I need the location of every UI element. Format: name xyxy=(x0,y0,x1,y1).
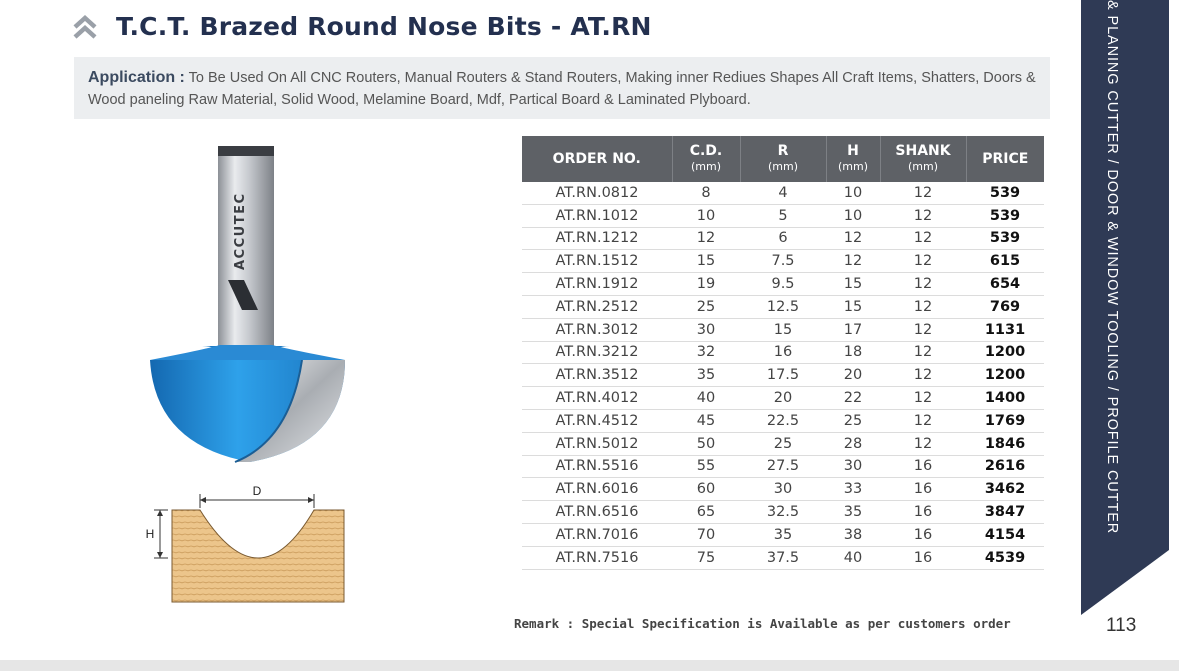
table-cell: 25 xyxy=(740,432,826,455)
table-cell: 8 xyxy=(672,182,740,204)
table-cell: 12 xyxy=(826,250,880,273)
table-row xyxy=(522,273,1044,296)
column-header-unit: (mm) xyxy=(907,160,938,173)
price-cell: 1769 xyxy=(966,409,1044,432)
price-cell: 4539 xyxy=(966,546,1044,569)
table-cell: AT.RN.3512 xyxy=(522,364,672,387)
column-header-label: ORDER NO. xyxy=(552,150,641,167)
price-cell: 4154 xyxy=(966,523,1044,546)
table-row xyxy=(522,478,1044,501)
page-number: 113 xyxy=(1106,615,1137,636)
table-header xyxy=(522,136,1044,182)
table-cell: 12 xyxy=(880,341,966,364)
column-header xyxy=(826,136,880,182)
table-cell: AT.RN.6016 xyxy=(522,478,672,501)
application-box xyxy=(74,57,1050,119)
table-cell: AT.RN.1212 xyxy=(522,227,672,250)
table-cell: 5 xyxy=(740,204,826,227)
price-cell: 1846 xyxy=(966,432,1044,455)
table-cell: AT.RN.0812 xyxy=(522,182,672,204)
column-header-label: R xyxy=(777,143,789,159)
application-label: Application : xyxy=(88,69,185,86)
table-cell: 60 xyxy=(672,478,740,501)
double-chevron-up-icon xyxy=(72,14,98,40)
table-cell: 10 xyxy=(672,204,740,227)
table-row xyxy=(522,341,1044,364)
table-row xyxy=(522,387,1044,410)
table-cell: AT.RN.6516 xyxy=(522,501,672,524)
table-cell: 12 xyxy=(880,273,966,296)
table-cell: 32 xyxy=(672,341,740,364)
table-cell: 12 xyxy=(880,409,966,432)
title-row xyxy=(72,12,652,41)
table-cell: 9.5 xyxy=(740,273,826,296)
table-row xyxy=(522,546,1044,569)
table-cell: AT.RN.1012 xyxy=(522,204,672,227)
price-cell: 615 xyxy=(966,250,1044,273)
table-cell: 25 xyxy=(672,295,740,318)
table-cell: AT.RN.4012 xyxy=(522,387,672,410)
table-cell: 15 xyxy=(740,318,826,341)
column-header xyxy=(880,136,966,182)
application-text: To Be Used On All CNC Routers, Manual Routers & Stand Routers, Making inner Rediues Shapes All Craft Items, Shatters, Doors & Wood paneling Raw Material, Solid Wood, Melamine Board, Mdf, Partical Board & Laminated Plyboard. xyxy=(88,70,1036,108)
table-cell: AT.RN.3012 xyxy=(522,318,672,341)
table-cell: 16 xyxy=(740,341,826,364)
table-cell: 27.5 xyxy=(740,455,826,478)
table-cell: 12 xyxy=(826,227,880,250)
table-cell: 45 xyxy=(672,409,740,432)
price-cell: 654 xyxy=(966,273,1044,296)
table-row xyxy=(522,250,1044,273)
table-row xyxy=(522,409,1044,432)
price-cell: 2616 xyxy=(966,455,1044,478)
column-header xyxy=(522,136,672,182)
price-cell: 539 xyxy=(966,204,1044,227)
column-header-unit: (mm) xyxy=(690,160,721,173)
column-header-label: H xyxy=(847,143,859,159)
table-cell: 35 xyxy=(672,364,740,387)
table-cell: 17.5 xyxy=(740,364,826,387)
price-cell: 1200 xyxy=(966,364,1044,387)
column-header-label: PRICE xyxy=(982,150,1029,167)
price-cell: 539 xyxy=(966,182,1044,204)
table-cell: 12 xyxy=(880,204,966,227)
table-cell: 16 xyxy=(880,501,966,524)
table-cell: 6 xyxy=(740,227,826,250)
price-cell: 1131 xyxy=(966,318,1044,341)
side-banner-text: & PLANING CUTTER / DOOR & WINDOW TOOLING / PROFILE CUTTER xyxy=(1104,0,1120,535)
table-cell: 33 xyxy=(826,478,880,501)
table-row xyxy=(522,318,1044,341)
table-cell: 65 xyxy=(672,501,740,524)
table-cell: AT.RN.1512 xyxy=(522,250,672,273)
column-header-unit: (mm) xyxy=(837,160,868,173)
table-cell: 30 xyxy=(672,318,740,341)
profile-h-label: H xyxy=(145,527,155,541)
table-cell: 16 xyxy=(880,455,966,478)
column-header xyxy=(740,136,826,182)
table-cell: AT.RN.5516 xyxy=(522,455,672,478)
table-cell: AT.RN.2512 xyxy=(522,295,672,318)
table-cell: 15 xyxy=(826,273,880,296)
table-cell: 12 xyxy=(880,318,966,341)
table-cell: 10 xyxy=(826,182,880,204)
remark-text: Remark : Special Specification is Available as per customers order xyxy=(514,616,1011,631)
price-cell: 539 xyxy=(966,227,1044,250)
table-cell: 16 xyxy=(880,478,966,501)
table-row xyxy=(522,227,1044,250)
router-bit-illustration xyxy=(140,140,360,470)
page-title: T.C.T. Brazed Round Nose Bits - AT.RN xyxy=(116,12,652,41)
table-cell: 15 xyxy=(826,295,880,318)
price-cell: 3462 xyxy=(966,478,1044,501)
column-header-label: C.D. xyxy=(689,143,723,159)
table-row xyxy=(522,182,1044,204)
table-cell: AT.RN.3212 xyxy=(522,341,672,364)
table-cell: AT.RN.4512 xyxy=(522,409,672,432)
table-cell: 19 xyxy=(672,273,740,296)
table-cell: 10 xyxy=(826,204,880,227)
table-cell: 37.5 xyxy=(740,546,826,569)
table-row xyxy=(522,455,1044,478)
table-cell: AT.RN.7516 xyxy=(522,546,672,569)
table-cell: 16 xyxy=(880,523,966,546)
table-header-row xyxy=(522,136,1044,182)
table-cell: 75 xyxy=(672,546,740,569)
table-cell: 55 xyxy=(672,455,740,478)
table-cell: 12 xyxy=(880,387,966,410)
table-cell: 20 xyxy=(826,364,880,387)
table-cell: 18 xyxy=(826,341,880,364)
table-cell: 35 xyxy=(740,523,826,546)
table-cell: 16 xyxy=(880,546,966,569)
table-cell: 25 xyxy=(826,409,880,432)
table-cell: 20 xyxy=(740,387,826,410)
column-header xyxy=(966,136,1044,182)
price-cell: 769 xyxy=(966,295,1044,318)
table-row xyxy=(522,501,1044,524)
table-cell: 12 xyxy=(880,227,966,250)
table-row xyxy=(522,523,1044,546)
column-header-unit: (mm) xyxy=(767,160,798,173)
table-cell: 40 xyxy=(672,387,740,410)
table-cell: 12 xyxy=(880,364,966,387)
table-cell: 17 xyxy=(826,318,880,341)
table-row xyxy=(522,364,1044,387)
table-cell: 12 xyxy=(880,295,966,318)
table-cell: 38 xyxy=(826,523,880,546)
table-body xyxy=(522,182,1044,569)
table-cell: 30 xyxy=(826,455,880,478)
specification-table xyxy=(522,136,1044,570)
table-cell: 12.5 xyxy=(740,295,826,318)
table-cell: AT.RN.5012 xyxy=(522,432,672,455)
brand-logo-text: ACCUTEC xyxy=(233,192,248,270)
table-cell: 12 xyxy=(880,432,966,455)
profile-cross-section-diagram xyxy=(140,478,365,608)
table-cell: 22 xyxy=(826,387,880,410)
table-cell: 40 xyxy=(826,546,880,569)
table-row xyxy=(522,295,1044,318)
table-cell: AT.RN.1912 xyxy=(522,273,672,296)
table-cell: 22.5 xyxy=(740,409,826,432)
page-bottom-edge xyxy=(0,660,1179,671)
table-cell: 7.5 xyxy=(740,250,826,273)
column-header-label: SHANK xyxy=(895,143,951,159)
table-cell: 50 xyxy=(672,432,740,455)
table-cell: 30 xyxy=(740,478,826,501)
table-cell: 28 xyxy=(826,432,880,455)
price-cell: 1400 xyxy=(966,387,1044,410)
table-cell: 12 xyxy=(672,227,740,250)
price-cell: 3847 xyxy=(966,501,1044,524)
table-cell: 12 xyxy=(880,182,966,204)
table-cell: 32.5 xyxy=(740,501,826,524)
table-row xyxy=(522,204,1044,227)
table-cell: 70 xyxy=(672,523,740,546)
table-cell: 12 xyxy=(880,250,966,273)
table-cell: 35 xyxy=(826,501,880,524)
price-cell: 1200 xyxy=(966,341,1044,364)
table-cell: 4 xyxy=(740,182,826,204)
table-cell: 15 xyxy=(672,250,740,273)
column-header xyxy=(672,136,740,182)
table-row xyxy=(522,432,1044,455)
table-cell: AT.RN.7016 xyxy=(522,523,672,546)
side-banner-band xyxy=(1081,0,1176,615)
profile-d-label: D xyxy=(252,484,262,498)
